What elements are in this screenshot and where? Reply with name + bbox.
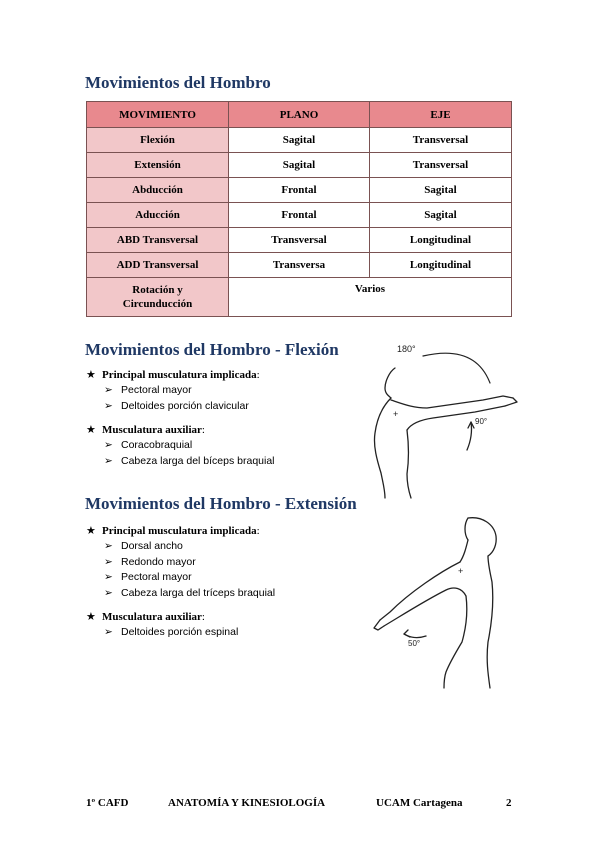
arrow-bullet-icon: ➢ bbox=[104, 555, 113, 568]
item-list bbox=[104, 383, 275, 414]
cell-plano: Transversal bbox=[229, 228, 370, 253]
arrow-bullet-icon: ➢ bbox=[104, 454, 113, 467]
header-eje: EJE bbox=[370, 102, 512, 128]
item-label: Coracobraquial bbox=[121, 439, 193, 451]
category-auxiliar bbox=[86, 610, 275, 625]
list-item bbox=[104, 555, 275, 571]
colon: : bbox=[201, 424, 205, 436]
category-auxiliar bbox=[86, 423, 275, 438]
cell-plano: Sagital bbox=[229, 153, 370, 178]
joint-marker: + bbox=[393, 409, 399, 419]
item-label: Redondo mayor bbox=[121, 555, 196, 568]
page-number: 2 bbox=[506, 797, 512, 809]
cell-movimiento: Aducción bbox=[87, 203, 229, 228]
category-principal bbox=[86, 524, 275, 539]
category-title: Musculatura auxiliar bbox=[102, 424, 202, 436]
list-item bbox=[104, 383, 275, 399]
star-icon: ★ bbox=[86, 424, 96, 436]
table-row bbox=[87, 253, 512, 278]
footer-course: 1º CAFD bbox=[86, 797, 129, 809]
cell-eje: Longitudinal bbox=[370, 253, 512, 278]
category-title: Principal musculatura implicada bbox=[102, 369, 257, 381]
cell-plano: Frontal bbox=[229, 203, 370, 228]
item-label: Deltoides porción clavicular bbox=[121, 399, 249, 412]
list-item bbox=[104, 586, 275, 602]
cell-plano: Frontal bbox=[229, 178, 370, 203]
item-list bbox=[104, 625, 275, 641]
item-list bbox=[104, 539, 275, 601]
cell-eje: Sagital bbox=[370, 178, 512, 203]
table-row bbox=[87, 128, 512, 153]
table-row bbox=[87, 228, 512, 253]
list-item bbox=[104, 399, 275, 415]
footer-subject: ANATOMÍA Y KINESIOLOGÍA bbox=[168, 797, 326, 809]
table-row bbox=[87, 278, 512, 317]
item-label: Deltoides porción espinal bbox=[121, 626, 239, 638]
cell-eje: Longitudinal bbox=[370, 228, 512, 253]
arrow-bullet-icon: ➢ bbox=[104, 586, 113, 599]
cell-movimiento bbox=[87, 278, 229, 317]
list-item bbox=[104, 438, 275, 454]
cell-movimiento: Flexión bbox=[87, 128, 229, 153]
arrow-bullet-icon: ➢ bbox=[104, 399, 113, 412]
arrow-bullet-icon: ➢ bbox=[104, 439, 113, 451]
angle-label-90: 90° bbox=[475, 417, 488, 426]
item-label: Pectoral mayor bbox=[121, 571, 192, 583]
list-item bbox=[104, 539, 275, 555]
cell-movimiento: Extensión bbox=[87, 153, 229, 178]
header-plano: PLANO bbox=[229, 102, 370, 128]
cell-eje: Sagital bbox=[370, 203, 512, 228]
cell-movimiento: Abducción bbox=[87, 178, 229, 203]
header-movimiento: MOVIMIENTO bbox=[87, 102, 229, 128]
flexion-muscle-list bbox=[86, 368, 275, 469]
cell-varios: Varios bbox=[229, 278, 512, 317]
list-item bbox=[104, 454, 275, 470]
star-icon: ★ bbox=[86, 525, 96, 537]
star-icon: ★ bbox=[86, 369, 96, 381]
colon: : bbox=[256, 525, 260, 537]
footer-university: UCAM Cartagena bbox=[376, 797, 463, 809]
item-label: Pectoral mayor bbox=[121, 384, 192, 396]
item-list bbox=[104, 438, 275, 469]
cell-eje: Transversal bbox=[370, 153, 512, 178]
category-principal bbox=[86, 368, 275, 383]
cell-movimiento: ADD Transversal bbox=[87, 253, 229, 278]
table-row bbox=[87, 153, 512, 178]
cell-eje: Transversal bbox=[370, 128, 512, 153]
table-row bbox=[87, 203, 512, 228]
cell-plano: Transversa bbox=[229, 253, 370, 278]
colon: : bbox=[256, 369, 260, 381]
arrow-bullet-icon: ➢ bbox=[104, 571, 113, 583]
extension-illustration bbox=[370, 512, 515, 690]
joint-marker: + bbox=[458, 566, 464, 576]
category-title: Principal musculatura implicada bbox=[102, 525, 257, 537]
item-label: Dorsal ancho bbox=[121, 540, 183, 552]
angle-label-180: 180° bbox=[397, 344, 416, 354]
arrow-bullet-icon: ➢ bbox=[104, 540, 113, 552]
movements-table bbox=[86, 101, 512, 317]
cell-plano: Sagital bbox=[229, 128, 370, 153]
list-item bbox=[104, 570, 275, 586]
flexion-illustration bbox=[355, 338, 525, 500]
section-title-movimientos: Movimientos del Hombro bbox=[85, 73, 271, 92]
angle-label-50: 50° bbox=[408, 639, 421, 648]
item-label: Cabeza larga del tríceps braquial bbox=[121, 586, 276, 599]
arrow-bullet-icon: ➢ bbox=[104, 384, 113, 396]
star-icon: ★ bbox=[86, 611, 96, 623]
list-item bbox=[104, 625, 275, 641]
cell-movimiento: ABD Transversal bbox=[87, 228, 229, 253]
colon: : bbox=[201, 611, 205, 623]
table-header-row bbox=[87, 102, 512, 128]
extension-muscle-list bbox=[86, 524, 275, 641]
section-title-flexion: Movimientos del Hombro - Flexión bbox=[85, 340, 339, 359]
section-title-extension: Movimientos del Hombro - Extensión bbox=[85, 494, 357, 513]
category-title: Musculatura auxiliar bbox=[102, 611, 202, 623]
item-label: Cabeza larga del bíceps braquial bbox=[121, 454, 275, 467]
table-row bbox=[87, 178, 512, 203]
cell-line: Rotación y bbox=[132, 284, 183, 296]
arrow-bullet-icon: ➢ bbox=[104, 626, 113, 638]
cell-line: Circunducción bbox=[122, 298, 193, 310]
